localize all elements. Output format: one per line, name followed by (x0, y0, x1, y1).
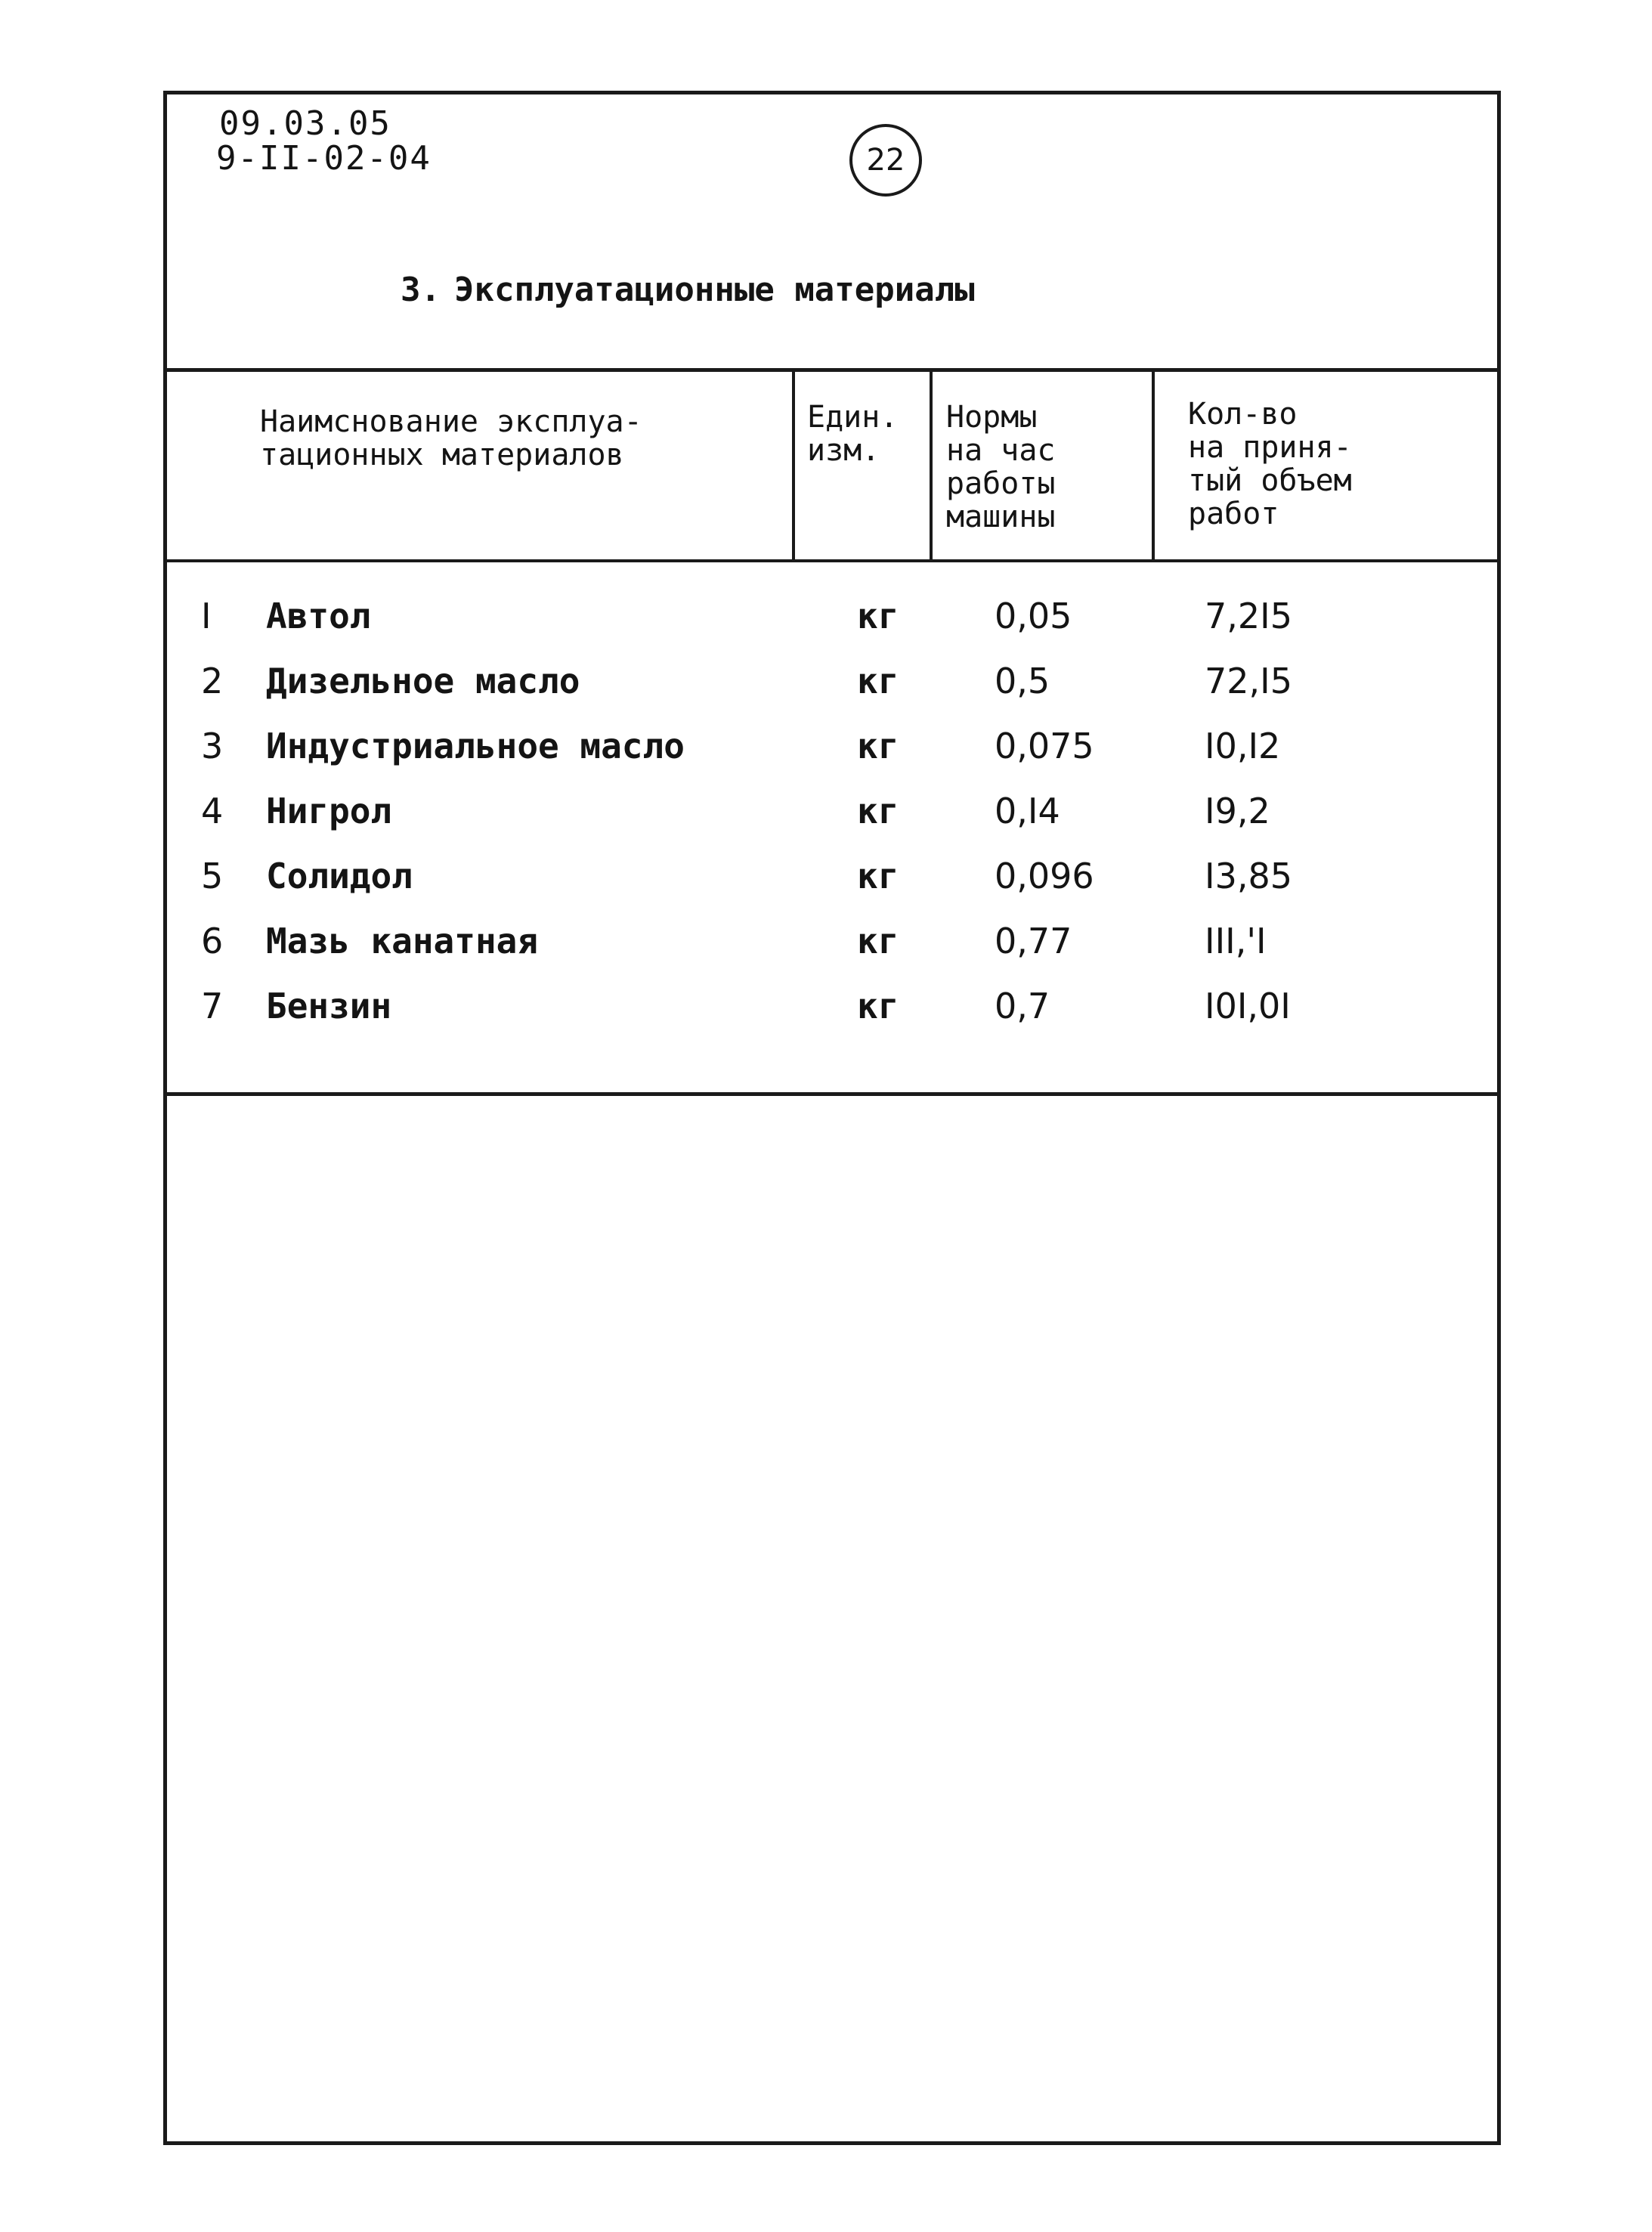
quantity-cell: I9,2 (1205, 791, 1270, 831)
table-row (163, 596, 1501, 661)
table-bottom-rule (163, 1092, 1501, 1096)
norm-cell: 0,5 (995, 661, 1050, 701)
row-number: 6 (201, 921, 224, 961)
section-number: 3. (401, 271, 441, 309)
material-name: Автол (266, 596, 371, 636)
norm-cell: 0,I4 (995, 791, 1060, 831)
page-number: 22 (866, 143, 905, 178)
document-date: 09.03.05 (219, 104, 391, 143)
norm-cell: 0,075 (995, 726, 1094, 766)
column-header-name: Наимснование эксплуа- тационных материалов (260, 404, 642, 472)
row-number: 7 (201, 986, 224, 1026)
table-row (163, 921, 1501, 986)
quantity-cell: I0,I2 (1205, 726, 1281, 766)
unit-cell: кг (857, 726, 899, 766)
column-divider-unit (792, 370, 795, 562)
quantity-cell: I0I,0I (1205, 986, 1291, 1026)
table-row (163, 986, 1501, 1051)
material-name: Бензин (266, 986, 392, 1026)
unit-cell: кг (857, 596, 899, 636)
column-header-norm: Нормы на час работы машины (946, 400, 1056, 534)
material-name: Индустриальное масло (266, 726, 685, 766)
unit-cell: кг (857, 791, 899, 831)
table-row (163, 791, 1501, 856)
quantity-cell: I3,85 (1205, 856, 1292, 896)
material-name: Мазь канатная (266, 921, 539, 961)
section-title (401, 271, 975, 309)
column-header-qty: Кол-во на приня- тый объем работ (1188, 397, 1352, 531)
document-code: 9-II-02-04 (216, 139, 432, 178)
material-name: Солидол (266, 856, 413, 896)
unit-cell: кг (857, 661, 899, 701)
norm-cell: 0,05 (995, 596, 1072, 636)
header-bottom-rule (163, 559, 1501, 562)
row-number: 2 (201, 661, 224, 701)
section-title-text: Эксплуатационные материалы (453, 271, 975, 309)
column-header-unit: Един. изм. (807, 400, 899, 468)
quantity-cell: 72,I5 (1205, 661, 1292, 701)
table-row (163, 856, 1501, 921)
unit-cell: кг (857, 856, 899, 896)
column-divider-norm (930, 370, 933, 562)
norm-cell: 0,096 (995, 856, 1094, 896)
unit-cell: кг (857, 986, 899, 1026)
page-number-badge (849, 124, 922, 197)
table-row (163, 726, 1501, 791)
row-number: 3 (201, 726, 224, 766)
row-number: I (201, 596, 212, 636)
column-divider-qty (1152, 370, 1155, 562)
quantity-cell: III,'I (1205, 921, 1267, 961)
row-number: 4 (201, 791, 224, 831)
table-top-rule (163, 368, 1501, 372)
norm-cell: 0,77 (995, 921, 1072, 961)
material-name: Дизельное масло (266, 661, 580, 701)
unit-cell: кг (857, 921, 899, 961)
quantity-cell: 7,2I5 (1205, 596, 1292, 636)
row-number: 5 (201, 856, 224, 896)
norm-cell: 0,7 (995, 986, 1050, 1026)
material-name: Нигрол (266, 791, 392, 831)
table-row (163, 661, 1501, 726)
